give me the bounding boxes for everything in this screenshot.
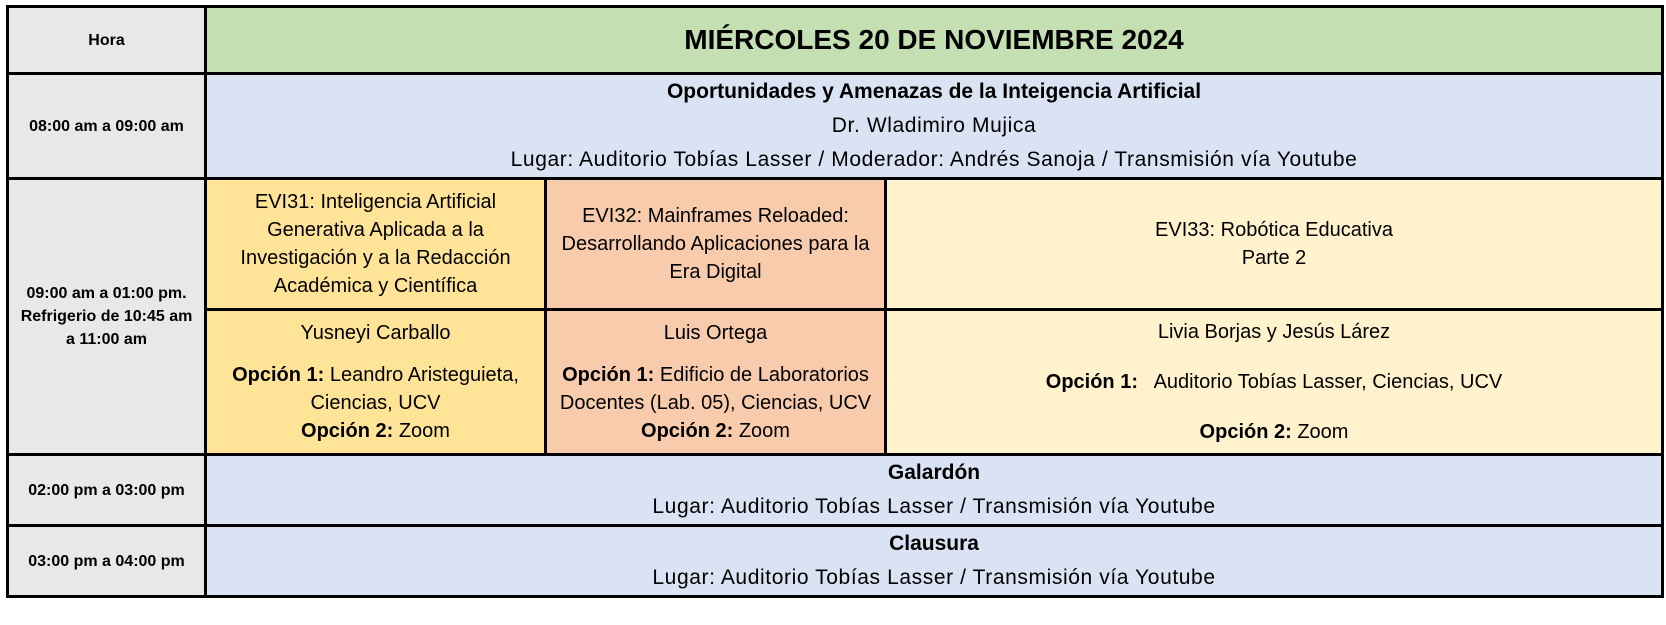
workshop-option2 xyxy=(553,417,878,445)
session-details: Lugar: Auditorio Tobías Lasser / Transmisión vía Youtube xyxy=(652,566,1216,589)
schedule-wrapper xyxy=(6,5,1664,598)
session-details: Lugar: Auditorio Tobías Lasser / Moderador: Andrés Sanoja / Transmisión vía Youtube xyxy=(510,148,1358,171)
session-row-closing xyxy=(8,526,1663,597)
session-speaker: Dr. Wladimiro Mujica xyxy=(831,114,1037,137)
workshop-speaker: Luis Ortega xyxy=(663,322,768,344)
workshop-speaker: Livia Borjas y Jesús Lárez xyxy=(1157,321,1391,343)
session-row-award xyxy=(8,455,1663,526)
break-line: a 11:00 am xyxy=(66,331,147,348)
session-title: Clausura xyxy=(889,532,979,555)
workshop-speaker: Yusneyi Carballo xyxy=(300,322,451,344)
option-label: Opción 1: xyxy=(1045,371,1138,393)
workshop-evi31-title: EVI31: Inteligencia Artificial Generativa Aplicada a la Investigación y a la Redacción Académica y Científica xyxy=(206,179,546,310)
option-label: Opción 1: xyxy=(562,364,655,386)
session-cell xyxy=(206,526,1663,597)
session-details: Lugar: Auditorio Tobías Lasser / Transmisión vía Youtube xyxy=(652,495,1216,518)
option-value: Leandro Aristeguieta, Ciencias, UCV xyxy=(310,364,519,414)
workshop-detail-row xyxy=(8,310,1663,455)
date-title: MIÉRCOLES 20 DE NOVIEMBRE 2024 xyxy=(206,7,1663,74)
option-value: Zoom xyxy=(733,420,790,442)
option-label: Opción 2: xyxy=(641,420,734,442)
workshop-evi32-title: EVI32: Mainframes Reloaded: Desarrollando Aplicaciones para la Era Digital xyxy=(546,179,886,310)
session-title: Galardón xyxy=(887,461,981,484)
workshop-option2 xyxy=(213,417,538,445)
option-label: Opción 2: xyxy=(1199,421,1292,443)
header-row xyxy=(8,7,1663,74)
option-label: Opción 2: xyxy=(301,420,394,442)
workshop-option1 xyxy=(893,368,1655,396)
session-title: Oportunidades y Amenazas de la Inteigencia Artificial xyxy=(666,80,1202,103)
break-line: Refrigerio de 10:45 am xyxy=(20,308,193,325)
workshop-title-line: EVI33: Robótica Educativa xyxy=(1155,219,1393,241)
workshop-evi33-title xyxy=(886,179,1663,310)
workshop-option1 xyxy=(213,361,538,417)
time-slot-workshops xyxy=(8,179,206,455)
workshop-title-row xyxy=(8,179,1663,310)
option-value: Zoom xyxy=(1291,421,1349,443)
schedule-table xyxy=(6,5,1664,598)
option-value: Auditorio Tobías Lasser, Ciencias, UCV xyxy=(1138,371,1503,393)
session-cell xyxy=(206,455,1663,526)
option-label: Opción 1: xyxy=(232,364,325,386)
workshop-title-line: Parte 2 xyxy=(1241,247,1307,269)
workshop-evi33-detail xyxy=(886,310,1663,455)
hora-header: Hora xyxy=(8,7,206,74)
workshop-option2 xyxy=(893,418,1655,446)
workshop-evi32-detail xyxy=(546,310,886,455)
session-row-opening xyxy=(8,74,1663,179)
option-value: Edificio de Laboratorios Docentes (Lab. 05), Ciencias, UCV xyxy=(559,364,872,414)
session-cell xyxy=(206,74,1663,179)
time-slot: 02:00 pm a 03:00 pm xyxy=(8,455,206,526)
time-slot: 08:00 am a 09:00 am xyxy=(8,74,206,179)
time-slot: 03:00 pm a 04:00 pm xyxy=(8,526,206,597)
option-value: Zoom xyxy=(393,420,450,442)
workshop-option1 xyxy=(553,361,878,417)
time-line: 09:00 am a 01:00 pm. xyxy=(26,285,187,302)
workshop-evi31-detail xyxy=(206,310,546,455)
